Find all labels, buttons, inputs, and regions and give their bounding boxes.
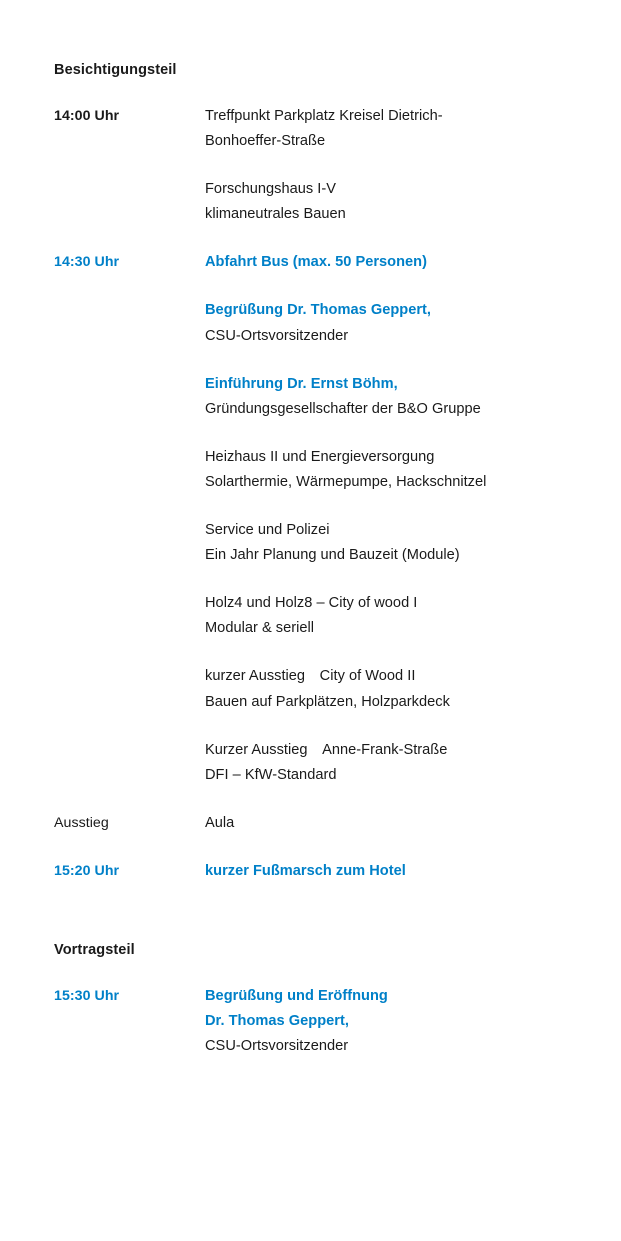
program-detail: [205, 104, 575, 154]
program-detail-line: Kurzer Ausstieg Anne-Frank-Straße: [205, 741, 448, 758]
program-time: 14:30 Uhr: [54, 254, 120, 271]
program-detail-line: DFI – KfW-Standard: [205, 766, 337, 783]
program-row: [54, 664, 575, 714]
program-detail-line: klimaneutrales Bauen: [205, 206, 346, 223]
program-detail: [205, 250, 575, 275]
program-detail: [205, 664, 575, 714]
program-row: [54, 372, 575, 422]
program-row: [54, 859, 575, 884]
program-detail-line: kurzer Ausstieg City of Wood II: [205, 668, 416, 685]
program-detail-line: Forschungshaus I-V: [205, 181, 336, 198]
program-detail-line: Dr. Thomas Geppert,: [205, 1013, 349, 1030]
program-time: 15:30 Uhr: [54, 987, 120, 1004]
program-row: [54, 591, 575, 641]
program-detail-line: kurzer Fußmarsch zum Hotel: [205, 862, 406, 879]
program-list-vortragsteil: [54, 984, 575, 1059]
program-time: 14:00 Uhr: [54, 108, 120, 124]
program-row: [54, 104, 575, 154]
program-detail-line: CSU-Ortsvorsitzender: [205, 1038, 349, 1055]
program-detail-line: Begrüßung Dr. Thomas Geppert,: [205, 302, 431, 319]
program-row: [54, 177, 575, 227]
program-detail-line: Abfahrt Bus (max. 50 Personen): [205, 254, 427, 271]
program-detail-line: Service und Polizei: [205, 522, 330, 539]
program-detail-line: Einführung Dr. Ernst Böhm,: [205, 375, 398, 392]
program-detail: [205, 738, 575, 788]
program-row: [54, 984, 575, 1059]
program-detail: [205, 984, 575, 1059]
program-detail-line: Heizhaus II und Energieversorgung: [205, 448, 435, 465]
program-detail: [205, 591, 575, 641]
program-row: [54, 250, 575, 275]
program-detail: [205, 445, 575, 495]
program-detail-line: Begrüßung und Eröffnung: [205, 987, 388, 1004]
program-detail-line: CSU-Ortsvorsitzender: [205, 327, 349, 344]
section-heading-besichtigungsteil: Besichtigungsteil: [54, 62, 177, 78]
program-detail: [205, 298, 575, 348]
program-row: [54, 298, 575, 348]
program-detail-line: Bauen auf Parkplätzen, Holzparkdeck: [205, 693, 450, 710]
section-spacer: [54, 884, 575, 942]
program-detail-line: Ein Jahr Planung und Bauzeit (Module): [205, 547, 460, 564]
program-time: Ausstieg: [54, 814, 109, 831]
program-row: [54, 738, 575, 788]
program-detail-line: Gründungsgesellschafter der B&O Gruppe: [205, 400, 481, 417]
program-detail: [205, 811, 575, 836]
program-row: [54, 445, 575, 495]
program-detail-line: Holz4 und Holz8 – City of wood I: [205, 595, 418, 612]
program-time: 15:20 Uhr: [54, 862, 120, 879]
program-detail: [205, 177, 575, 227]
program-detail-line: Solarthermie, Wärmepumpe, Hackschnitzel: [205, 473, 487, 490]
program-detail-line: Aula: [205, 814, 235, 831]
program-detail: [205, 372, 575, 422]
section-heading-vortragsteil: Vortragsteil: [54, 941, 135, 958]
program-detail: [205, 518, 575, 568]
program-detail: [205, 859, 575, 884]
program-list-besichtigungsteil: [54, 104, 575, 884]
program-detail-line: Treffpunkt Parkplatz Kreisel Dietrich-: [205, 108, 443, 124]
program-detail-line: Modular & seriell: [205, 620, 315, 637]
program-row: [54, 811, 575, 836]
program-row: [54, 518, 575, 568]
program-detail-line: Bonhoeffer-Straße: [205, 133, 326, 150]
